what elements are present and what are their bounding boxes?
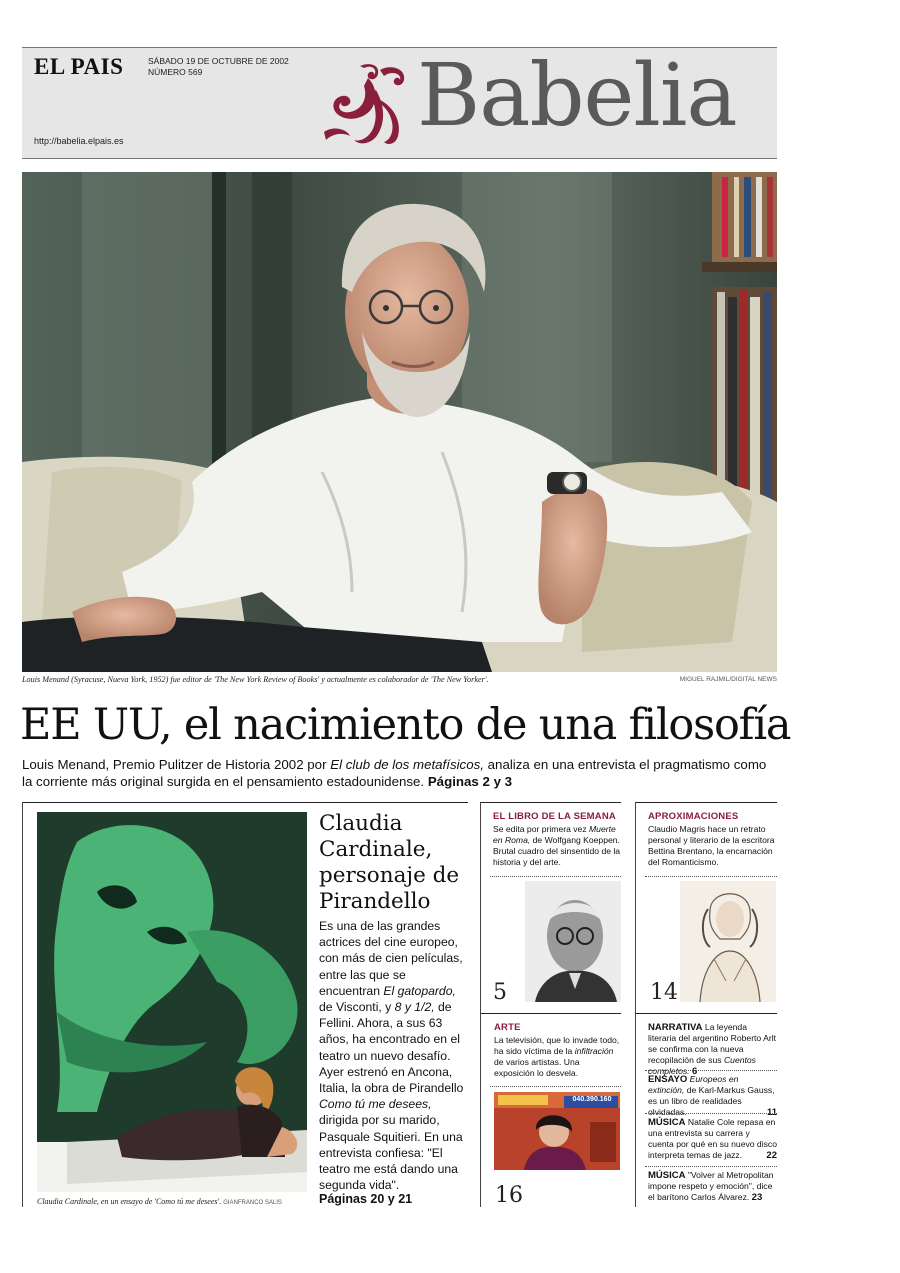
page-number[interactable]: 5	[493, 980, 507, 1005]
portrait-image	[22, 172, 777, 672]
article-title[interactable]: Claudia Cardinale, personaje de Pirandello	[319, 811, 460, 914]
dotted-divider	[645, 876, 777, 877]
column-rule	[22, 802, 23, 1207]
teaser-text: de Wolfgang Koeppen. Brutal cuadro del sinsentido de la historia y del arte.	[493, 835, 621, 867]
website-link[interactable]: http://babelia.elpais.es	[34, 136, 124, 146]
section-header: APROXIMACIONES	[648, 811, 739, 822]
section-text: Claudio Magris hace un retrato personal y literario de la escritora Bettina Brentano, la encarnación del Romanticismo.	[648, 824, 775, 867]
play-title: Como tú me desees,	[319, 1097, 432, 1112]
body-text: de Visconti, y	[319, 1000, 395, 1015]
brief-musica-cole[interactable]	[648, 1117, 777, 1161]
book-title: Cuentos completos.	[648, 1055, 756, 1076]
photo-caption: Louis Menand (Syracuse, Nueva York, 1952) fue editor de 'The New York Review of Books' y actualmente es colaborador de 'The New Yorker'.	[22, 675, 489, 684]
deck-text: Louis Menand, Premio Pulitzer de Historia 2002 por	[22, 757, 331, 772]
main-headline[interactable]: EE UU, el nacimiento de una filosofía	[20, 700, 791, 750]
section-rule	[480, 1013, 621, 1014]
sketch-image	[680, 881, 776, 1002]
cardinale-photo	[37, 812, 307, 1192]
section-text	[493, 824, 623, 868]
page-number[interactable]: 23	[751, 1192, 763, 1203]
issue-number: NÚMERO 569	[148, 67, 203, 77]
dotted-divider	[490, 876, 621, 877]
dotted-divider	[645, 1166, 777, 1167]
brief-label: ENSAYO	[648, 1074, 688, 1085]
caption-text: Claudia Cardinale, en un ensayo de 'Como tú me desees'.	[37, 1197, 222, 1206]
section-rule	[22, 802, 468, 803]
dotted-divider	[645, 1113, 777, 1114]
column-rule	[635, 802, 636, 1207]
article-body	[319, 918, 469, 1193]
tv-phone-number: 040.390.160	[572, 1096, 612, 1103]
portrait-image	[525, 881, 621, 1002]
section-header: EL LIBRO DE LA SEMANA	[493, 811, 616, 822]
brief-narrativa[interactable]	[648, 1022, 777, 1077]
brentano-drawing	[680, 881, 776, 1002]
brief-label: MÚSICA	[648, 1170, 686, 1181]
brief-label: NARRATIVA	[648, 1022, 703, 1033]
brief-text: "Volver al Metropolitan impone respeto y emoción", dice el barítono Carlos Álvarez.	[648, 1170, 774, 1202]
brief-musica-alvarez[interactable]	[648, 1170, 777, 1203]
column-rule	[480, 802, 481, 1207]
book-title: Europeos en extinción,	[648, 1074, 739, 1095]
hero-photo	[22, 172, 777, 672]
section-rule	[635, 802, 777, 803]
photo-credit: MIGUEL RAJMIL/DIGITAL NEWS	[679, 676, 777, 683]
brief-text: Natalie Cole repasa en una entrevista su carrera y cuenta por qué en su nuevo disco interpreta temas de jazz.	[648, 1117, 777, 1160]
book-title: Muerte en Roma,	[493, 824, 616, 845]
stage-image	[37, 812, 307, 1192]
brief-text: La leyenda literaria del argentino Roberto Arlt se confirma con la nueva recopilación de sus	[648, 1022, 777, 1065]
teaser-text: La televisión, que lo invade todo, ha sido víctima de la	[494, 1035, 620, 1056]
section-rule	[480, 802, 621, 803]
photo-credit: GIANFRANCO SALIS	[223, 1200, 282, 1206]
approaches-section[interactable]	[648, 811, 778, 868]
art-section[interactable]	[494, 1022, 622, 1079]
lead-paragraph	[22, 756, 777, 790]
dotted-divider	[490, 1086, 621, 1087]
page-number[interactable]: 6	[691, 1066, 698, 1077]
deck-text: analiza en una entrevista el pragmatismo como la corriente más original surgida en el pensamiento estadounidense.	[22, 757, 767, 789]
body-text: de Fellini. Ahora, a sus 63 años, ha encontrado en el teatro un nuevo desafío. Ayer estrenó en Ancona, Italia, la obra de Pirandello	[319, 1000, 464, 1096]
masthead	[22, 47, 777, 159]
page-number[interactable]: 14	[650, 980, 678, 1005]
issue-date	[148, 56, 289, 78]
section-text	[494, 1035, 622, 1079]
page-reference[interactable]: Páginas 2 y 3	[427, 774, 513, 789]
supplement-title: Babelia	[417, 46, 737, 146]
babelia-logo-icon	[320, 60, 415, 148]
brief-ensayo[interactable]	[648, 1074, 777, 1118]
page-number[interactable]: 22	[766, 1150, 777, 1161]
tv-screen-image	[494, 1092, 620, 1170]
page-number[interactable]: 11	[766, 1107, 777, 1118]
teaser-text: de varios artistas. Una exposición lo desvela.	[494, 1057, 580, 1078]
koeppen-photo	[525, 881, 621, 1002]
brief-text: de Karl-Markus Gauss, es un libro de realidades olvidadas.	[648, 1085, 775, 1117]
date-line: SÁBADO 19 DE OCTUBRE DE 2002	[148, 56, 289, 66]
teaser-text: Se edita por primera vez	[493, 824, 590, 834]
newspaper-name: EL PAIS	[34, 54, 124, 79]
brief-label: MÚSICA	[648, 1117, 686, 1128]
emphasis: infiltración	[574, 1046, 614, 1056]
film-title: 8 y 1/2,	[394, 1000, 435, 1015]
body-text: Es una de las grandes actrices del cine europeo, con más de cien películas, entre las que se encuentran	[319, 919, 463, 998]
page-reference[interactable]: Páginas 20 y 21	[319, 1192, 413, 1206]
tv-photo	[494, 1092, 620, 1170]
section-rule	[635, 1013, 777, 1014]
dotted-divider	[645, 1070, 777, 1071]
film-title: El gatopardo,	[383, 983, 456, 998]
section-header: ARTE	[494, 1022, 521, 1033]
book-title: El club de los metafísicos,	[330, 757, 484, 772]
book-of-week-section[interactable]	[493, 811, 623, 868]
body-text: dirigida por su marido, Pasquale Squitieri. En una entrevista confiesa: "El teatro me está dando una segunda vida".	[319, 1113, 463, 1193]
photo-caption	[37, 1197, 282, 1206]
page-number[interactable]: 16	[495, 1183, 523, 1208]
